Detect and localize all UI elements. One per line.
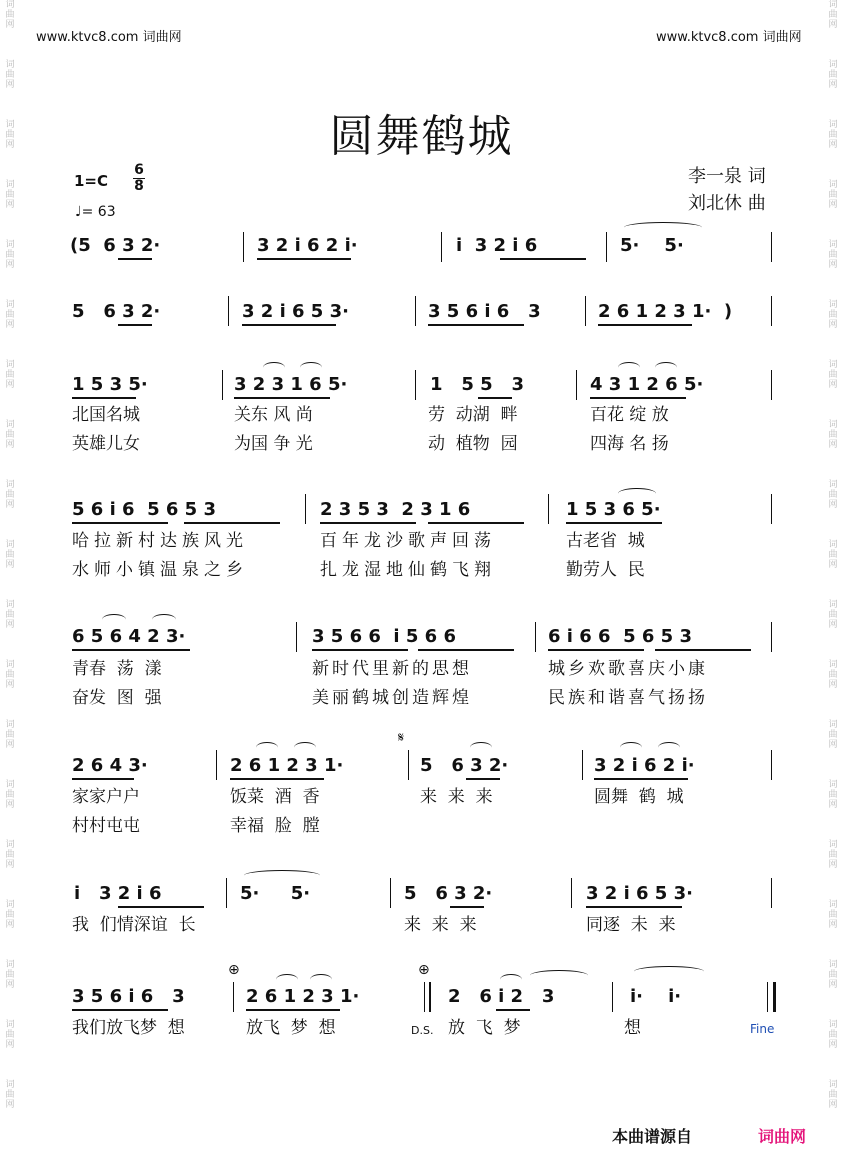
lyric: 勤劳人 民 [566,560,645,580]
barline [612,982,613,1012]
beam [500,258,586,260]
lyric: 想 [624,1018,641,1038]
watermark-glyph: 词 曲 网 [828,420,838,450]
watermark-glyph: 词 曲 网 [5,1080,15,1110]
barline [771,494,772,524]
watermark-glyph: 词 曲 网 [5,360,15,390]
tie [634,966,704,977]
watermark-glyph: 词 曲 网 [5,900,15,930]
left-watermark [3,0,17,1172]
lyric: 民族和谐喜气扬扬 [548,688,708,708]
beam [496,1009,530,1011]
lyric: 哈拉新村达族风光 [72,531,248,551]
watermark-glyph: 词 曲 网 [828,660,838,690]
barline [222,370,223,400]
lyric: 放飞 梦 想 [246,1018,336,1038]
source-site-link[interactable]: 词曲网 [758,1127,807,1146]
barline [771,622,772,652]
beam [72,649,190,651]
measure: 5· 5· [240,883,311,904]
beam [586,906,682,908]
beam [590,397,686,399]
measure: i 3 2 i 6 [456,235,538,256]
slur [276,974,298,985]
beam [72,397,136,399]
lyric: 百年龙沙歌声回荡 [320,531,496,551]
measure: 2 6 1 2 3 1· [246,986,360,1007]
watermark-glyph: 词 曲 网 [5,720,15,750]
beam [118,324,152,326]
barline [535,622,536,652]
lyric: 关东 风 尚 [234,405,313,425]
beam [594,778,688,780]
tie [244,870,320,881]
measure: 1 5 3 6 5· [566,499,661,520]
watermark-glyph: 词 曲 网 [828,960,838,990]
beam [428,324,524,326]
lyric: 四海 名 扬 [590,434,669,454]
lyric: 城乡欢歌喜庆小康 [548,659,708,679]
quarter-note-icon: ♩ [75,204,82,220]
measure: 1 5 3 5· [72,374,148,395]
beam [418,649,514,651]
measure: 5 6 i 6 5 6 5 3 [72,499,216,520]
barline [576,370,577,400]
barline [548,494,549,524]
lyric: 家家户户 [72,787,140,807]
beam [466,778,500,780]
barline [441,232,442,262]
beam [566,522,662,524]
barline [771,750,772,780]
watermark-glyph: 词 曲 网 [5,120,15,150]
measure: 3 2 3 1 6 5· [234,374,348,395]
beam [320,522,416,524]
measure: 2 6 4 3· [72,755,148,776]
beam [257,258,351,260]
lyric: 放 飞 梦 [448,1018,521,1038]
time-denominator: 8 [134,178,144,194]
watermark-glyph: 词 曲 网 [5,0,15,30]
watermark-glyph: 词 曲 网 [5,180,15,210]
watermark-glyph: 词 曲 网 [5,420,15,450]
slur [300,362,322,373]
beam [450,906,484,908]
measure: 3 2 i 6 2 i· [594,755,695,776]
slur [256,742,278,753]
barline [415,296,416,326]
lyric: 来 来 来 [420,787,493,807]
watermark-glyph: 词 曲 网 [828,540,838,570]
source-label: 本曲谱源自 [612,1127,693,1146]
beam [242,324,336,326]
barline [243,232,244,262]
barline [571,878,572,908]
barline [233,982,234,1012]
lyric: 幸福 脸 膛 [230,816,320,836]
beam [246,1009,340,1011]
measure: i 3 2 i 6 [74,883,162,904]
watermark-glyph: 词 曲 网 [5,540,15,570]
barline [216,750,217,780]
lyric: 北国名城 [72,405,140,425]
barline [771,370,772,400]
measure: 3 5 6 6 i 5 6 6 [312,626,456,647]
measure: 6 i 6 6 5 6 5 3 [548,626,692,647]
lyric: 来 来 来 [404,915,477,935]
watermark-glyph: 词 曲 网 [828,300,838,330]
barline [305,494,306,524]
barline [424,982,425,1012]
lyric: 我们放飞梦 想 [72,1018,185,1038]
measure: 3 2 i 6 5 3· [242,301,349,322]
watermark-glyph: 词 曲 网 [828,840,838,870]
final-barline [773,982,776,1012]
slur [310,974,332,985]
barline [771,296,772,326]
measure: 5 6 3 2· [72,301,161,322]
measure: 1 5 5 3 [430,374,524,395]
barline [226,878,227,908]
lyric: 新时代里新的思想 [312,659,472,679]
measure: 5 6 3 2· [420,755,509,776]
watermark-glyph: 词 曲 网 [828,1020,838,1050]
barline [415,370,416,400]
watermark-glyph: 词 曲 网 [828,120,838,150]
measure: 3 5 6 i 6 3 [72,986,185,1007]
lyric: 同逐 未 来 [586,915,676,935]
fine-mark: Fine [750,1022,775,1036]
watermark-glyph: 词 曲 网 [828,180,838,210]
watermark-glyph: 词 曲 网 [5,840,15,870]
beam [72,778,134,780]
barline [296,622,297,652]
watermark-glyph: 词 曲 网 [828,360,838,390]
tempo-mark [75,204,116,220]
slur [618,362,640,373]
beam [548,649,644,651]
watermark-glyph: 词 曲 网 [828,720,838,750]
header-site-right[interactable]: www.ktvc8.com 词曲网 [656,30,802,45]
slur [655,362,677,373]
watermark-glyph: 词 曲 网 [5,660,15,690]
measure: (5 6 3 2· [70,235,161,256]
lyric: 奋发 图 强 [72,688,162,708]
beam [478,397,512,399]
lyric: 水师小镇温泉之乡 [72,560,248,580]
page-title: 圆舞鹤城 [329,111,514,162]
watermark-glyph: 词 曲 网 [828,240,838,270]
lyric: 百花 绽 放 [590,405,669,425]
beam [234,397,330,399]
watermark-glyph: 词 曲 网 [5,960,15,990]
lyric: 村村屯屯 [72,816,140,836]
slur [470,742,492,753]
lyric: 我 们情深谊 长 [72,915,196,935]
watermark-glyph: 词 曲 网 [5,300,15,330]
measure: 5 6 3 2· [404,883,493,904]
ds-mark: D.S. [411,1024,434,1037]
beam [184,522,280,524]
beam [598,324,692,326]
tie [624,222,702,233]
lyric: 为国 争 光 [234,434,313,454]
barline [606,232,607,262]
slur [658,742,680,753]
key-signature: 1=C [74,172,109,190]
lyric: 动 植物 园 [428,434,518,454]
watermark-glyph: 词 曲 网 [828,600,838,630]
watermark-glyph: 词 曲 网 [828,0,838,30]
watermark-glyph: 词 曲 网 [828,780,838,810]
watermark-glyph: 词 曲 网 [5,600,15,630]
coda-icon: ⊕ [418,962,430,978]
lyric: 英雄儿女 [72,434,140,454]
measure: 3 2 i 6 2 i· [257,235,358,256]
barline [390,878,391,908]
barline [771,232,772,262]
measure: 6 5 6 4 2 3· [72,626,186,647]
lyric: 饭菜 酒 香 [230,787,320,807]
lyric: 青春 荡 漾 [72,659,162,679]
beam [118,258,152,260]
segno-icon: 𝄋 [398,730,405,746]
slur [263,362,285,373]
measure: 2 6 i 2 3 [448,986,555,1007]
beam [118,906,204,908]
coda-icon: ⊕ [228,962,240,978]
beam [72,522,168,524]
lyric: 美丽鹤城创造辉煌 [312,688,472,708]
beam [655,649,751,651]
measure: 4 3 1 2 6 5· [590,374,704,395]
slur [530,970,588,981]
barline [582,750,583,780]
beam [72,1009,168,1011]
watermark-glyph: 词 曲 网 [828,480,838,510]
barline [767,982,768,1012]
beam [230,778,324,780]
measure: 3 5 6 i 6 3 [428,301,541,322]
lyric: 圆舞 鹤 城 [594,787,684,807]
slur [102,614,126,625]
lyric: 古老省 城 [566,531,645,551]
slur [500,974,522,985]
time-signature [133,163,145,194]
measure: 3 2 i 6 5 3· [586,883,693,904]
beam [312,649,408,651]
slur [294,742,316,753]
header-site-left[interactable]: www.ktvc8.com 词曲网 [36,30,182,45]
lyricist: 李一泉 词 [688,166,766,187]
slur [618,488,656,499]
beam [428,522,524,524]
composer: 刘北休 曲 [688,193,766,214]
measure: 5· 5· [620,235,684,256]
slur [620,742,642,753]
watermark-glyph: 词 曲 网 [5,480,15,510]
lyric: 扎龙湿地仙鹤飞翔 [320,560,496,580]
barline-double [429,982,431,1012]
watermark-glyph: 词 曲 网 [5,240,15,270]
watermark-glyph: 词 曲 网 [828,1080,838,1110]
barline [408,750,409,780]
barline [585,296,586,326]
measure: i· i· [630,986,682,1007]
watermark-glyph: 词 曲 网 [5,1020,15,1050]
tempo-value: = 63 [81,204,116,220]
watermark-glyph: 词 曲 网 [5,60,15,90]
slur [152,614,176,625]
barline [228,296,229,326]
measure: 2 6 1 2 3 1· ) [598,301,733,322]
watermark-glyph: 词 曲 网 [828,60,838,90]
measure: 2 6 1 2 3 1· [230,755,344,776]
measure: 2 3 5 3 2 3 1 6 [320,499,471,520]
time-numerator: 6 [134,162,144,178]
barline [771,878,772,908]
right-watermark [826,0,840,1172]
watermark-glyph: 词 曲 网 [828,900,838,930]
lyric: 劳 动湖 畔 [428,405,518,425]
watermark-glyph: 词 曲 网 [5,780,15,810]
